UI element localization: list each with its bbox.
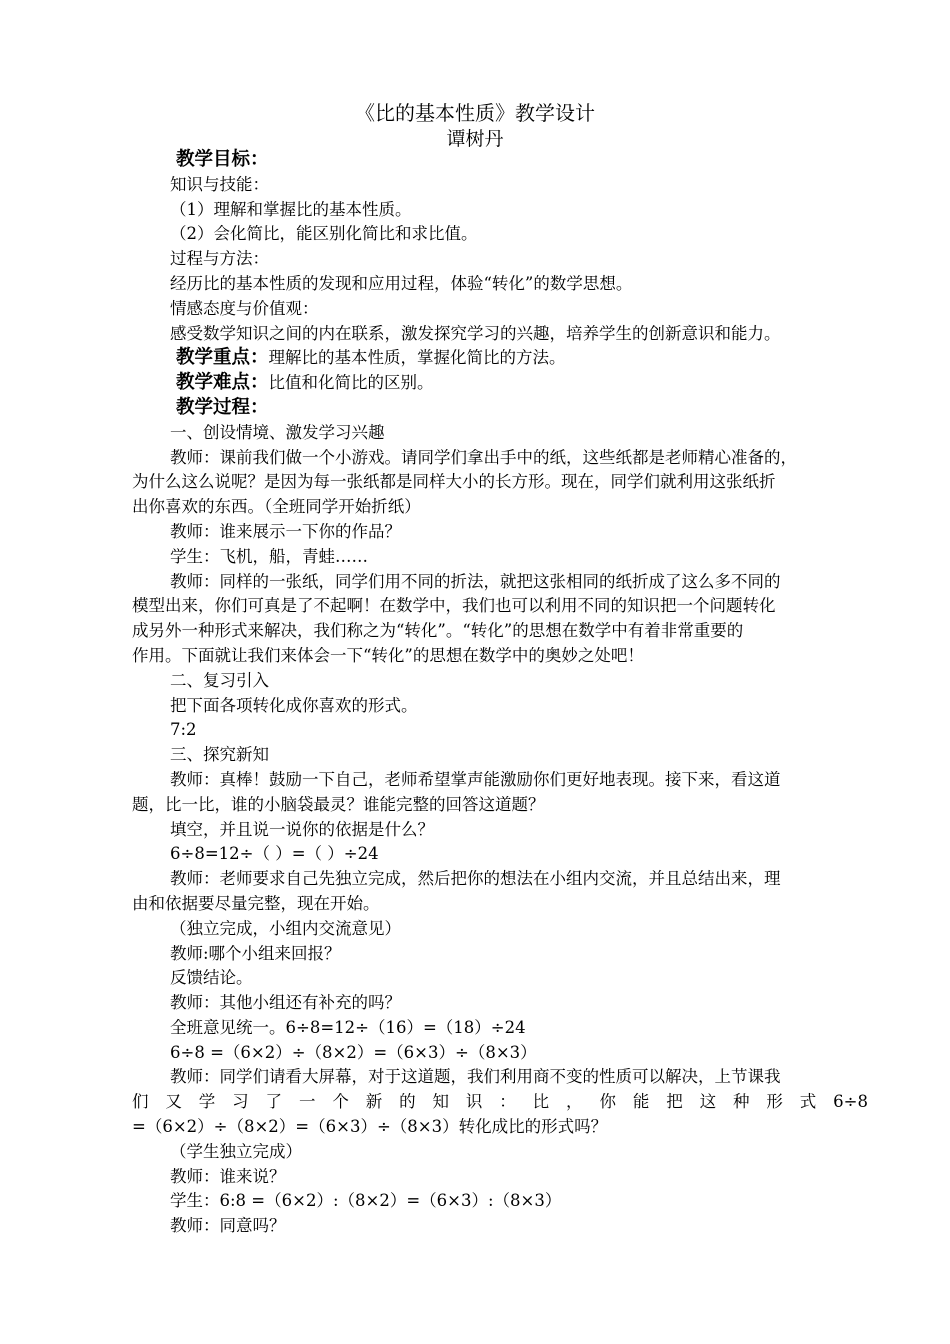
paragraph-line: 学生：飞机，船，青蛙…… (170, 546, 368, 566)
paragraph-line: 填空，并且说一说你的依据是什么？ (170, 819, 434, 839)
document-title: 《比的基本性质》教学设计 (355, 101, 595, 125)
paragraph-line: 教师：课前我们做一个小游戏。请同学们拿出手中的纸，这些纸都是老师精心准备的， (170, 447, 797, 467)
document-author: 谭树丹 (446, 128, 504, 150)
equation-line: 全班意见统一。6÷8=12÷（16）=（18）÷24 (170, 1017, 526, 1037)
paragraph-line: 教师：同样的一张纸，同学们用不同的折法，就把这张相同的纸折成了这么多不同的 (170, 571, 781, 591)
paragraph-line: 教师:哪个小组来回报？ (170, 943, 341, 963)
paragraph-line: =（6×2）÷（8×2）=（6×3）÷（8×3）转化成比的形式吗？ (132, 1117, 608, 1137)
knowledge-label: 知识与技能： (170, 174, 269, 194)
objectives-heading: 教学目标： (176, 149, 269, 170)
difficulty-line (132, 371, 868, 396)
equation-line: 6÷8 =（6×2）÷（8×2）=（6×3）÷（8×3） (170, 1042, 537, 1062)
document-body (132, 148, 868, 1239)
paragraph-line: 教师：其他小组还有补充的吗？ (170, 993, 401, 1013)
section-heading-2: 二、复习引入 (170, 670, 269, 690)
paragraph-line: （独立完成，小组内交流意见） (170, 918, 401, 938)
process-heading: 教学过程： (176, 396, 269, 418)
paragraph-line: 教师：同学们请看大屏幕，对于这道题，我们利用商不变的性质可以解决，上节课我 (170, 1067, 781, 1087)
section-heading-1: 一、创设情境、激发学习兴趣 (170, 422, 385, 442)
paragraph-line: 为什么这么说呢？是因为每一张纸都是同样大小的长方形。现在，同学们就利用这张纸折 (132, 472, 776, 492)
paragraph-line: 出你喜欢的东西。（全班同学开始折纸） (132, 497, 421, 517)
key-point-line (132, 346, 868, 371)
paragraph-line: 教师：谁来展示一下你的作品？ (170, 521, 401, 541)
difficulty-heading: 教学难点： (176, 372, 269, 394)
paragraph-line: 成另外一种形式来解决，我们称之为“转化”。“转化”的思想在数学中有着非常重要的 (132, 621, 744, 641)
process-method-label: 过程与方法： (170, 249, 269, 269)
emotion-label: 情感态度与价值观： (170, 298, 319, 318)
paragraph-line: 教师：真棒！鼓励一下自己，老师希望掌声能激励你们更好地表现。接下来，看这道 (170, 769, 781, 789)
emotion-text: 感受数学知识之间的内在联系，激发探究学习的兴趣，培养学生的创新意识和能力。 (170, 323, 781, 343)
paragraph-line: 反馈结论。 (170, 968, 253, 988)
paragraph-line: 教师：老师要求自己先独立完成，然后把你的想法在小组内交流，并且总结出来，理 (170, 869, 781, 889)
knowledge-item-1: （1）理解和掌握比的基本性质。 (170, 199, 412, 219)
paragraph-line: 题，比一比，谁的小脑袋最灵？谁能完整的回答这道题？ (132, 794, 545, 814)
paragraph-line: 们 又 学 习 了 一 个 新 的 知 识 ： 比 ， 你 能 把 这 种 形 式 6÷8 (132, 1092, 868, 1112)
equation-line: 学生：6:8 =（6×2）:（8×2）=（6×3）:（8×3） (170, 1191, 562, 1211)
process-method-text: 经历比的基本性质的发现和应用过程，体验“转化”的数学思想。 (170, 273, 633, 293)
paragraph-line: 教师：同意吗？ (170, 1216, 286, 1236)
paragraph-line: 模型出来，你们可真是了不起啊！在数学中，我们也可以利用不同的知识把一个问题转化 (132, 596, 776, 616)
ratio-example: 7:2 (170, 720, 197, 740)
paragraph-line: （学生独立完成） (170, 1141, 302, 1161)
paragraph-line: 把下面各项转化成你喜欢的形式。 (170, 695, 418, 715)
equation-line: 6÷8=12÷（ ）=（ ）÷24 (170, 844, 379, 864)
paragraph-line: 教师：谁来说？ (170, 1166, 286, 1186)
key-point-heading: 教学重点： (176, 347, 269, 369)
paragraph-line: 作用。下面就让我们来体会一下“转化”的思想在数学中的奥妙之处吧！ (132, 645, 644, 665)
section-heading-3: 三、探究新知 (170, 745, 269, 765)
key-point-text: 理解比的基本性质，掌握化简比的方法。 (268, 348, 566, 368)
knowledge-item-2: （2）会化简比，能区别化简比和求比值。 (170, 224, 478, 244)
paragraph-line: 由和依据要尽量完整，现在开始。 (132, 893, 380, 913)
difficulty-text: 比值和化简比的区别。 (268, 373, 434, 393)
